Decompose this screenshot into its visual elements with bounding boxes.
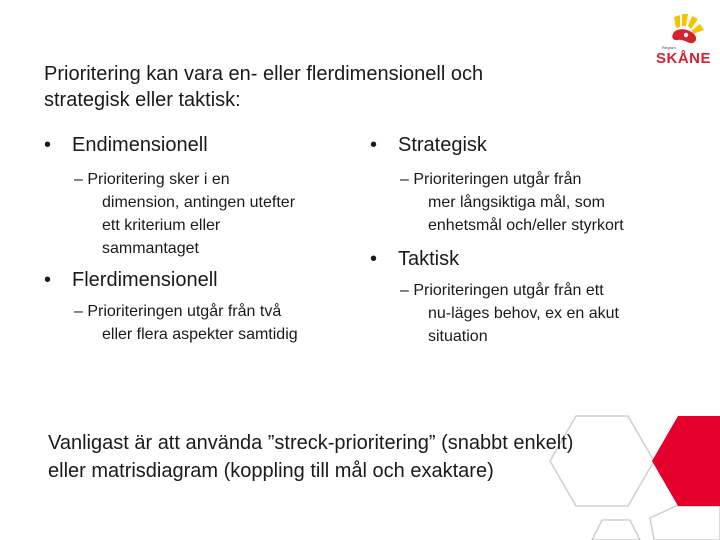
sub-line: situation (428, 328, 488, 345)
bullet-label: Taktisk (398, 248, 460, 270)
logo-region-text: Region (662, 45, 676, 50)
bullet-label: Endimensionell (72, 134, 208, 156)
sub-line: – Prioriteringen utgår från två (74, 303, 282, 320)
bullet-label: Flerdimensionell (72, 269, 218, 291)
hexagon-outline-bottom (592, 520, 640, 540)
sub-line: mer långsiktiga mål, som (428, 194, 605, 211)
footer-line-2: eller matrisdiagram (koppling till mål och exaktare) (48, 460, 494, 482)
title-line-2: strategisk eller taktisk: (44, 89, 241, 111)
sub-line: nu-läges behov, ex en akut (428, 305, 619, 322)
sub-line: – Prioriteringen utgår från ett (400, 282, 604, 299)
bullet-dot: • (370, 248, 378, 270)
hexagon-outline-right (650, 506, 720, 540)
sub-line: – Prioriteringen utgår från (400, 171, 582, 188)
logo-skane-text: SKÅNE (656, 50, 712, 67)
bullet-dot: • (44, 134, 52, 156)
sub-line: enhetsmål och/eller styrkort (428, 217, 624, 234)
sub-line: – Prioritering sker i en (74, 171, 230, 188)
bullet-label: Strategisk (398, 134, 487, 156)
footer-line-1: Vanligast är att använda ”streck-prioritering” (snabbt enkelt) (48, 432, 574, 454)
sub-line: ett kriterium eller (102, 217, 221, 234)
bullet-dot: • (44, 269, 52, 291)
sub-line: dimension, antingen utefter (102, 194, 296, 211)
title-line-1: Prioritering kan vara en- eller flerdimensionell och (44, 63, 484, 85)
sub-line: eller flera aspekter samtidig (102, 326, 298, 343)
sub-line: sammantaget (102, 240, 199, 257)
bullet-dot: • (370, 134, 378, 156)
footer-note (48, 429, 708, 485)
